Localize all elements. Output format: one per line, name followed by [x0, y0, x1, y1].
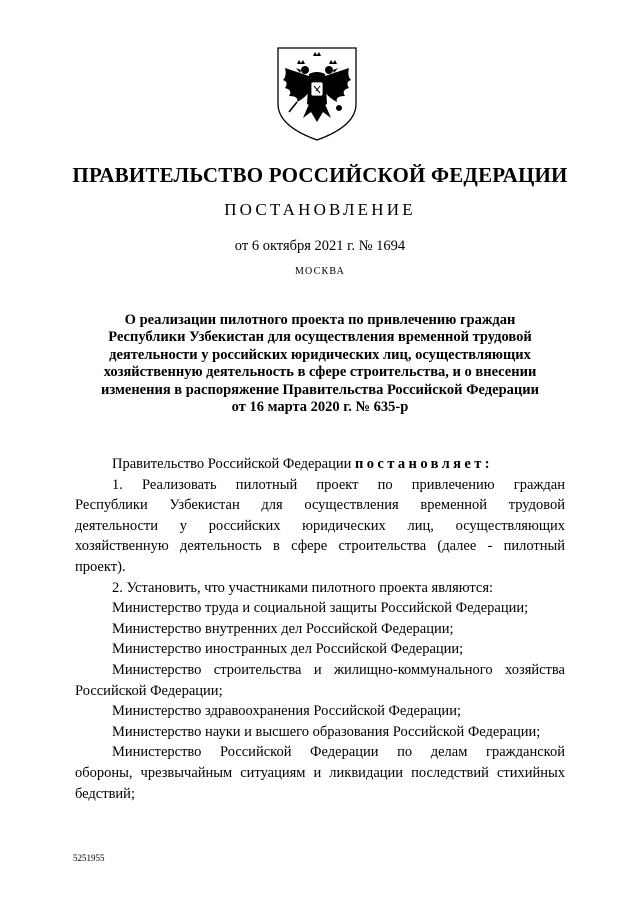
participant-item: Министерство здравоохранения Российской Федерации; — [112, 703, 461, 720]
paragraph-1-line: 1. Реализовать пилотный проект по привлечению граждан — [112, 476, 565, 493]
enacting-verb: постановляет: — [354, 456, 494, 472]
participant-item: Министерство труда и социальной защиты Российской Федерации; — [112, 600, 529, 617]
participant-item-continued: бедствий; — [75, 785, 135, 802]
paragraph-1-line: деятельности у российских юридических лиц, осуществляющих — [75, 517, 565, 534]
subject-line: деятельности у российских юридических лиц, осуществляющих — [109, 346, 531, 363]
paragraph-2: 2. Установить, что участниками пилотного проекта являются: — [112, 579, 494, 596]
participant-item-continued: обороны, чрезвычайным ситуациям и ликвидации последствий стихийных — [75, 764, 565, 781]
participant-item-continued: Российской Федерации; — [75, 682, 223, 699]
date-and-number: от 6 октября 2021 г. № 1694 — [234, 238, 406, 254]
subject-line: изменения в распоряжение Правительства Российской Федерации — [101, 381, 539, 398]
enacting-clause — [75, 454, 565, 475]
coat-of-arms-icon — [275, 46, 359, 142]
enacting-clause-prefix: Правительство Российской Федерации — [112, 456, 352, 472]
paragraph-1-line: проект). — [75, 558, 126, 575]
participant-item: Министерство Российской Федерации по делам гражданской — [112, 744, 565, 761]
subject-line: хозяйственную деятельность в сфере строительства, и о внесении — [103, 364, 537, 381]
document-code: 5251955 — [73, 853, 105, 863]
subject-line: О реализации пилотного проекта по привлечению граждан — [124, 312, 516, 328]
document-subject — [80, 312, 560, 416]
city: МОСКВА — [294, 266, 346, 277]
subject-line: Республики Узбекистан для осуществления временной трудовой — [108, 329, 532, 346]
paragraph-1-line: Республики Узбекистан для осуществления временной трудовой — [75, 497, 565, 514]
government-title: ПРАВИТЕЛЬСТВО РОССИЙСКОЙ ФЕДЕРАЦИИ — [72, 163, 568, 187]
participant-item: Министерство иностранных дел Российской Федерации; — [112, 641, 464, 658]
participant-item: Министерство науки и высшего образования Российской Федерации; — [112, 723, 541, 740]
subject-line: от 16 марта 2020 г. № 635-р — [231, 399, 409, 416]
paragraph-1-line: хозяйственную деятельность в сфере строительства (далее - пилотный — [75, 538, 565, 555]
participant-item: Министерство строительства и жилищно-коммунального хозяйства — [112, 661, 565, 678]
document-type: ПОСТАНОВЛЕНИЕ — [224, 200, 416, 219]
document-body — [75, 454, 565, 804]
participant-item: Министерство внутренних дел Российской Федерации; — [112, 620, 454, 637]
